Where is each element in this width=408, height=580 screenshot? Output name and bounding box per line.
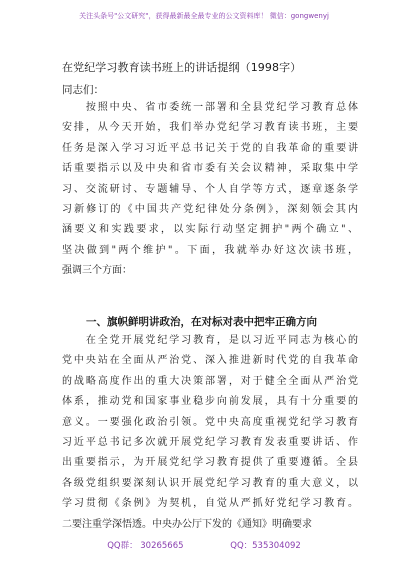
paragraph-1 xyxy=(62,98,358,282)
text-line: 话重要指示以及中央和省市委有关会议精神，采取集中学 xyxy=(62,163,358,175)
text-line: 习近平总书记多次就开展党纪学习教育发表重要讲话、作 xyxy=(62,436,358,448)
text-line: 党中央站在全面从严治党、深入推进新时代党的自我革命 xyxy=(62,355,358,367)
text-line: 坚决做到"两个维护"。下面，我就举办好这次读书班， xyxy=(62,244,358,256)
text-line: 出重要指示，为开展党纪学习教育提供了重要遵循。全县 xyxy=(62,457,358,469)
text-line: 在全党开展党纪学习教育，是以习近平同志为核心的 xyxy=(62,335,358,346)
text-line: 体系，推动党和国家事业稳步向前发展，具有十分重要的 xyxy=(62,396,358,408)
text-line: 各级党组织要深刻认识开展党纪学习教育的重大意义，以 xyxy=(62,477,358,489)
top-banner: 关注头条号"公文研究"，获得最新最全最专业的公文资料库！ 微信：gongwenyj xyxy=(79,12,329,20)
paragraph-2 xyxy=(62,331,358,535)
text-line: 强调三个方面： xyxy=(62,265,132,277)
salutation: 同志们： xyxy=(62,84,104,96)
document-title: 在党纪学习教育读书班上的讲话提纲（1998字） xyxy=(62,61,302,74)
bottom-banner xyxy=(0,539,408,551)
text-line: 二要注重学深悟透。中央办公厅下发的《通知》明确要求 xyxy=(62,518,312,530)
text-line: 任务是深入学习习近平总书记关于党的自我革命的重要讲 xyxy=(62,142,358,154)
text-line: 按照中央、省市委统一部署和全县党纪学习教育总体 xyxy=(62,102,358,113)
text-line: 涵要义和实践要求，以实际行动坚定拥护"两个确立"、 xyxy=(62,224,358,236)
text-line: 的战略高度作出的重大决策部署，对于健全全面从严治党 xyxy=(62,375,358,387)
section-heading-1: 一、旗帜鲜明讲政治，在对标对表中把牢正确方向 xyxy=(86,316,317,328)
qq-text: QQ：535304092 xyxy=(230,541,301,551)
text-line: 安排，从今天开始，我们举办党纪学习教育读书班，主要 xyxy=(62,122,358,134)
text-line: 习新修订的《中国共产党纪律处分条例》，深刻领会其内 xyxy=(62,203,358,215)
text-line: 意义。一要强化政治引领。党中央高度重视党纪学习教育 xyxy=(62,416,358,428)
text-line: 习、交流研讨、专题辅导、个人自学等方式，逐章逐条学 xyxy=(62,183,358,195)
text-line: 学习贯彻《条例》为契机，自觉从严抓好党纪学习教育。 xyxy=(62,498,358,510)
qq-group-text: QQ群： 30265665 xyxy=(107,541,184,551)
